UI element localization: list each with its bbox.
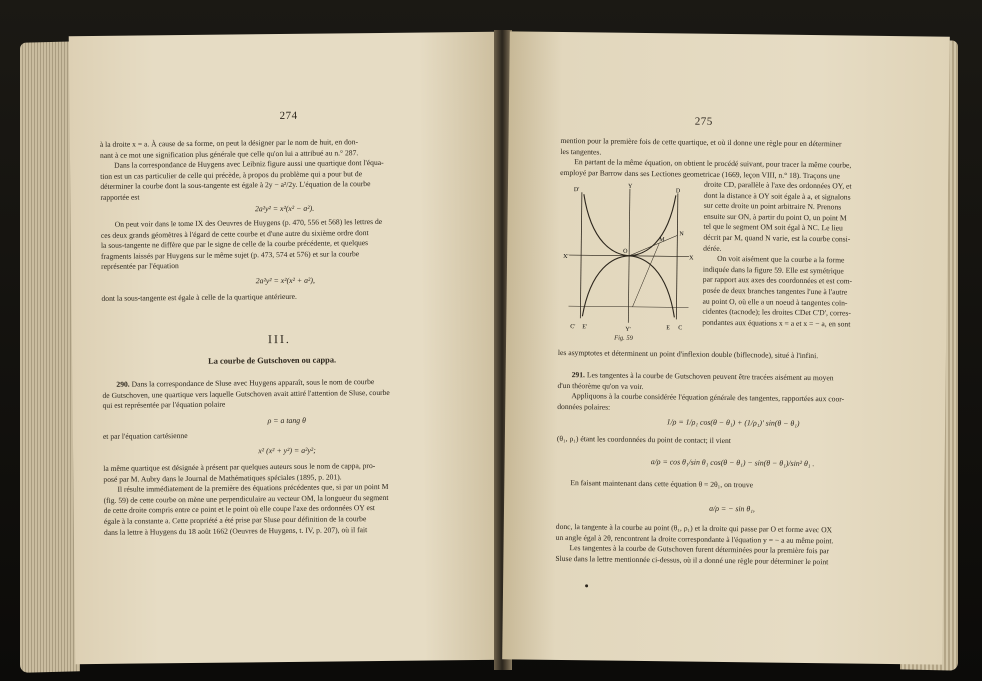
label-d-left: D' (573, 187, 580, 194)
text-line: de Gutschoven, une quartique vers laquelle Gutschoven avait attiré l'attention de Sluse, courbe (102, 387, 390, 400)
text-line: Il résulte immédiatement de la première des équations précédentes que, si par un point M (117, 482, 389, 494)
equation-6: a/ρ = cos θ₁/sin θ₁ cos(θ − θ₁) − sin(θ − θ₁)/sin² θ₁ . (650, 457, 815, 469)
right-after-figure (558, 348, 910, 363)
text-line: Les tangentes à la courbe de Gutschoven peuvent être tracées aisément au moyen (586, 370, 834, 383)
text-line: dérée. (703, 243, 722, 253)
label-x-left: X' (563, 254, 569, 261)
text-line: pondantes aux équations x = a et x = − a, en sont (702, 317, 851, 329)
text-line: On voit aisément que la courbe a la forme (717, 254, 845, 265)
text-line: Sluse dans la lettre mentionnée ci-dessus, où il a donné une règle pour déterminer le point (555, 553, 829, 567)
label-e-right: E (666, 325, 670, 332)
right-top-text (560, 136, 912, 183)
right-eq5-after (557, 434, 909, 449)
left-top-text (100, 136, 469, 203)
right-eq6-after (556, 478, 908, 493)
text-line: déterminer la courbe dont la sous-tangente est égale à 2y − a²/2y. L'équation de la courbe (100, 179, 371, 192)
curve-branch-2 (582, 194, 675, 317)
left-bottom-text (103, 460, 472, 538)
left-mid-text (101, 216, 470, 273)
left-after-eq2 (101, 290, 469, 304)
text-line: mention pour la première fois de cette quartique, et où il donne une règle pour en déterminer (560, 135, 842, 149)
text-line: posée de deux branches tangentes l'une à l'autre (702, 285, 848, 297)
text-line: Appliquons à la courbe considérée l'équation générale des tangentes, rapportées aux coor- (571, 391, 845, 404)
equation-7: a/ρ = − sin θ₁, (709, 503, 755, 514)
text-line: représentée par l'équation (101, 261, 179, 272)
label-e-left: E' (582, 324, 588, 331)
label-o: O (623, 248, 628, 255)
label-c-left: C' (570, 324, 576, 331)
text-line: rapportée est (100, 192, 140, 202)
text-line: cidentes (tacnode); les droites CDet C'D', corres- (702, 306, 851, 318)
text-line: donc, la tangente à la courbe au point (θ₁, ρ₁) et la droite qui passe par O et forme avec OX (555, 521, 833, 535)
text-line: à la droite x = a. À cause de sa forme, on peut la désigner par le nom de huit, en don- (99, 137, 359, 149)
paragraph-number: 291. (571, 370, 586, 380)
label-y-top: Y (627, 183, 633, 190)
label-d-right: D (675, 188, 681, 195)
text-line: En faisant maintenant dans cette équation θ = 2θ₁, on trouve (570, 478, 754, 490)
right-beside-figure (702, 180, 912, 331)
text-line: fragments laissés par Huygens sur le même sujet (p. 473, 574 et 576) et sur la courbe (100, 248, 360, 261)
label-n: N (679, 231, 684, 238)
figure-caption: Fig. 59 (614, 334, 633, 342)
equation-3: ρ = a tang θ (267, 415, 306, 426)
text-line: un angle égal à 2θ, rencontrent la droite correspondante à l'équation y = − a au même point. (555, 532, 834, 545)
ray-o-n (629, 235, 677, 257)
text-line: ensuite sur ON, à partir du point O, un point M (703, 211, 847, 223)
text-line: ces deux grands géomètres à l'égard de cette courbe et d'une autre du sixième ordre dont (100, 227, 369, 240)
text-line: dont la sous-tangente est égale à celle de la quartique antérieure. (101, 291, 297, 303)
section-title: La courbe de Gutschoven ou cappa. (208, 355, 337, 366)
paragraph-291 (557, 370, 909, 417)
text-line: (fig. 59) de cette courbe on mène une perpendiculaire au vecteur OM, la longueur du segment (103, 492, 389, 505)
text-line: droite CD, parallèle à l'axe des ordonnées OY, et (703, 179, 852, 191)
text-line: employé par Barrow dans ses Lectiones geometricae (1669, leçon VIII, n.° 18). Traçons une (560, 167, 840, 181)
paragraph-290 (102, 376, 470, 412)
left-page-number: 274 (279, 109, 298, 123)
left-eq3-after (103, 428, 471, 442)
right-bottom-text (555, 522, 907, 569)
text-line: égale à la constante a. Cette propriété a été prise par Sluse pour définition de la courbe (103, 514, 367, 526)
text-line: En partant de la même équation, on obtient le procédé suivant, pour tracer la même courbe, (574, 157, 852, 170)
equation-1: 2a²y² = x²(x² − a²). (254, 203, 315, 214)
text-line: posé par M. Aubry dans le Journal de Mathématiques spéciales (1895, p. 201). (103, 472, 342, 484)
text-line: tel que le segment OM soit égal à NC. Le lieu (703, 222, 843, 233)
text-line: de cette droite compris entre ce point et le point où elle coupe l'axe des ordonnées OY est (103, 503, 375, 516)
text-line: tion est un cas particulier de celle qui précède, à propos du problème qui a pour but de (100, 168, 363, 181)
text-line: dont la distance à OY soit égale à a, et signalons (703, 190, 851, 202)
label-y-bottom: Y' (625, 326, 631, 333)
ink-spot (585, 584, 588, 587)
text-line: qui est représentée par l'équation polaire (102, 399, 226, 411)
text-line: nant à ce mot une signification plus générale que celle qu'on lui a attribué au n.° 287. (99, 147, 359, 160)
paragraph-number: 290. (116, 379, 130, 389)
text-line: Dans la correspondance de Huygens avec Leibniz figure aussi une quartique dont l'équa- (114, 158, 384, 170)
text-line: données polaires: (557, 401, 611, 412)
text-line: Les tangentes à la courbe de Gutschoven furent déterminées pour la première fois par (569, 543, 830, 556)
equation-4: x² (x² + y²) = a²y²; (258, 445, 316, 456)
text-line: indiquée dans la figure 59. Elle est symétrique (702, 264, 844, 276)
text-line: d'un théorème qu'on va voir. (557, 380, 644, 391)
text-line: et par l'équation cartésienne (102, 431, 188, 441)
text-line: On peut voir dans le tome IX des Oeuvres de Huygens (p. 470, 556 et 568) les lettres de (114, 216, 383, 229)
text-line: (θ₁, ρ₁) étant les coordonnées du point de contact; il vient (556, 433, 731, 446)
text-line: les tangentes. (560, 146, 602, 157)
left-page (69, 32, 502, 664)
text-line: dans la lettre à Huygens du 18 août 1662 (Oeuvres de Huygens, t. IV, p. 207), où il fait (103, 524, 368, 537)
equation-2: 2a²y² = x²(x² + a²), (255, 275, 315, 286)
text-line: sur cette droite un point arbitraire N. Prenons (703, 200, 842, 212)
label-x-right: X (689, 255, 694, 262)
equation-5: 1/ρ = 1/ρ₁ cos(θ − θ₁) + (1/ρ₁)′ sin(θ − θ₁) (666, 417, 800, 428)
text-line: décrit par M, quand N varie, est la courbe consi- (703, 232, 851, 244)
text-line: Dans la correspondance de Sluse avec Huygens apparaît, sous le nom de courbe (131, 377, 375, 389)
label-m: M (659, 237, 665, 244)
text-line: la sous-tangente ne diffère que par le signe de celle de la courbe précédente, et quelques (100, 238, 369, 251)
label-c-right: C (678, 325, 683, 332)
section-number: III. (267, 331, 291, 347)
figure-59-diagram (562, 182, 696, 334)
text-line: la même quartique est désignée à présent par quelques auteurs sous le nom de cappa, pro- (103, 461, 376, 473)
text-line: les asymptotes et déterminent un point d'inflexion double (biflecnode), situé à l'infini. (557, 347, 819, 361)
text-line: au point O, où elle a un noeud à tangentes coïn- (702, 296, 848, 308)
right-page-number: 275 (694, 115, 713, 128)
right-page (502, 31, 950, 664)
text-line: par rapport aux axes des coordonnées et est com- (702, 275, 853, 286)
